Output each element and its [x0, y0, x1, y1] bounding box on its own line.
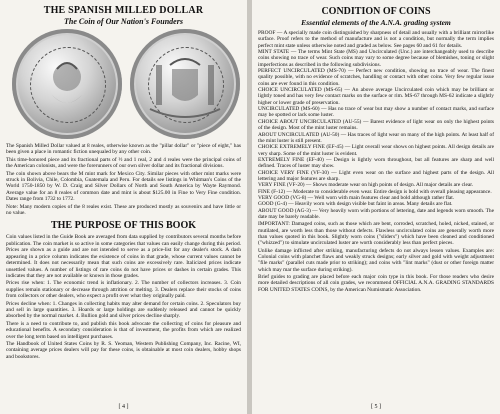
paragraph: The Handbook of United States Coins by R. S. Yeoman, Western Publishing Company, Inc. Racine, WI, containing average prices dealers will pay for these coins, is obtainable at most coin dealers, hobby shops and bookstores.	[6, 340, 241, 360]
grade-entry: CHOICE EXTREMELY FINE (EF-45) — Light overall wear shows on highest points. All design details are very sharp. Some of the mint luster is evident.	[258, 144, 494, 157]
paragraph: Prices rise when: 1. The economic trend is inflationary. 2. The number of collectors increases. 3. Coin supplies remain stationary or decrease through attrition or melting. 3. Dealers replace their stocks of coins from collectors or other dealers, who expect a profit over what they originally paid.	[6, 280, 241, 300]
grade-entry: PERFECT UNCIRCULATED (MS-70) — Perfect new condition, showing no trace of wear. The finest quality possible, with no evidence of scratches, handling or contact with other coins. Very few regular issue coins are ever found in this condition.	[258, 68, 494, 87]
paragraph: Prices decline when: 1. Changes in collecting habits may alter demand for certain coins. 2. Speculators buy and sell in large quantities. 3. Hoards or large holdings are suddenly released and cannot be quickly absorbed by the normal market. 4. Bullion gold and silver prices decline sharply.	[6, 300, 241, 320]
paragraph: This time-honored piece and its fractional parts of ½ and 1 real, 2 and 4 reales were the principal coins of the American colonists, and were the forerunners of our own silver dollar and its fractional divisions.	[6, 156, 241, 170]
grade-entry: EXTREMELY FINE (EF-40) — Design is lightly worn throughout, but all features are sharp and well defined. Traces of luster may show.	[258, 156, 494, 170]
paragraph: There is a need to contribute to, and publish this book advocate the collecting of coins for pleasure and educational benefits. A secondary consideration is that of investment, the profits from which are realized over the long term based on intelligent purchases.	[6, 320, 241, 340]
grade-entry: CHOICE VERY FINE (VF-30) — Light even wear on the surface and highest parts of the design. All lettering and major features are sharp.	[258, 169, 494, 182]
coin-images	[6, 29, 241, 139]
paragraph: The Spanish Milled Dollar valued at 8 reales, otherwise known as the "pillar dollar" or "piece of eight," has been given a place in romantic fiction unequaled by any other coin.	[6, 143, 241, 156]
grade-entry: PROOF — A specially made coin distinguished by sharpness of detail and usually with a brilliant mirrorlike surface. Proof refers to the method of manufacture and is not a condition, but normally the term implies perfect mint state unless otherwise noted and graded as below. See pages 60 and 61 for details.	[258, 30, 494, 49]
grade-entry: VERY GOOD (VG-8) — Well worn with main features clear and bold although rather flat.	[258, 194, 455, 201]
grade-entry: ABOUT GOOD (AG-3) — Very heavily worn with portions of lettering, date and legends worn smooth. The date may be barely readable.	[258, 207, 494, 220]
grade-entry: ABOUT UNCIRCULATED (AU-50) — Has traces of light wear on many of the high points. At least half of the mint luster is still present.	[258, 131, 494, 144]
page-title: CONDITION OF COINS	[321, 6, 431, 17]
grade-entry: UNCIRCULATED (MS-60) — Has no trace of wear but may show a number of contact marks, and surface may be spotted or lack some luster.	[258, 106, 494, 119]
grade-entry: GOOD (G-4) — Heavily worn with design visible but faint in areas. Many details are flat.	[258, 201, 453, 208]
paragraph: Unlike damage inflicted after striking, manufacturing defects do not always lessen values. Examples are: Colonial coins with planchet flaws and weakly struck designs; early silver and gold with weight adjustment "file marks" (parallel cuts made prior to striking); and coins with "lint marks" (dust or other foreign matter which may mar the surface during striking).	[258, 247, 494, 273]
grade-entry: FINE (F-12) — Moderate to considerable even wear. Entire design is bold with overall pleasing appearance.	[258, 188, 492, 195]
page-subtitle: Essential elements of the A.N.A. grading system	[301, 18, 451, 27]
section-title: THE PURPOSE OF THIS BOOK	[50, 220, 197, 232]
paragraph: IMPORTANT: Damaged coins, such as those which are bent, corroded, scratched, holed, nicked, stained, or mutilated, are worth less than those without defects. Flawless uncirculated coins are generally worth more than values quoted in this book. Slightly worn coins ("sliders") which have been cleaned and conditioned ("whizzed") to simulate uncirculated luster are worth considerably less than perfect pieces.	[258, 221, 494, 247]
left-page	[0, 0, 247, 414]
paragraph: The coin shown above bears the M mint mark for Mexico City. Similar pieces with other mint marks were struck in Bolivia, Chile, Colombia, Guatemala and Peru. For details see listings in Whitman's Coins of the World 1750-1850 by W. D. Craig and Silver Dollars of North and South America by Wayte Raymond. Average value for an 8 reales of common date and mint is about $125.00 in Fine to Very Fine condition. Dates range from 1732 to 1772.	[6, 170, 241, 203]
page-number: [ 4 ]	[118, 404, 129, 410]
grade-entry: MINT STATE — The terms Mint State (MS) and Uncirculated (Unc.) are interchangeably used to describe coins showing no trace of wear. Such coins may vary to some degree because of blemishes, toning or slight imperfections as described in the following subdivisions.	[258, 49, 494, 68]
coin-reverse-image	[130, 29, 240, 139]
grade-entry: CHOICE UNCIRCULATED (MS-65) — An above average Uncirculated coin which may be brilliant or lightly toned and has very few contact marks on the surface or rim. MS-67 through MS-62 indicate a slightly higher or lower grade of preservation.	[258, 87, 494, 106]
page-title: THE SPANISH MILLED DOLLAR	[43, 5, 204, 16]
page-number: [ 5 ]	[371, 404, 381, 410]
paragraph: Coin values listed in the Guide Book are averaged from data supplied by contributors several months before publication. The coin market is so active in some categories that values can easily change during this period. Prices are shown as a guide and are not intended to serve as a price-list for any dealer's stock. A dash appearing in a price column indicates the existence of coins in that grade, whose current values cannot be determined. It does not necessarily mean that such coins are excessively rare. Italicized prices indicate unsettled values. A number of listings of rare coins do not have prices or dashes in certain grades. This indicates that they are not available or known in those grades.	[6, 234, 241, 279]
note: Note: Many modern copies of the 8 reales exist. These are produced mostly as souvenirs and have little or no value.	[6, 203, 241, 217]
grade-entry: VERY FINE (VF-20) — Shows moderate wear on high points of design. All major details are clear.	[258, 182, 474, 189]
right-page	[252, 0, 500, 414]
coin-obverse-image	[12, 29, 122, 139]
page-subtitle: The Coin of Our Nation's Founders	[64, 17, 183, 26]
paragraph: Brief guides to grading are placed before each major coin type in this book. For those readers who desire more detailed descriptions of all coin grades, we recommend OFFICIAL A.N.A. GRADING STANDARDS FOR UNITED STATES COINS, by the American Numismatic Association.	[258, 274, 494, 293]
grade-entry: CHOICE ABOUT UNCIRCULATED (AU-55) — Barest evidence of light wear on only the highest points of the design. Most of the mint luster remains.	[258, 118, 494, 132]
